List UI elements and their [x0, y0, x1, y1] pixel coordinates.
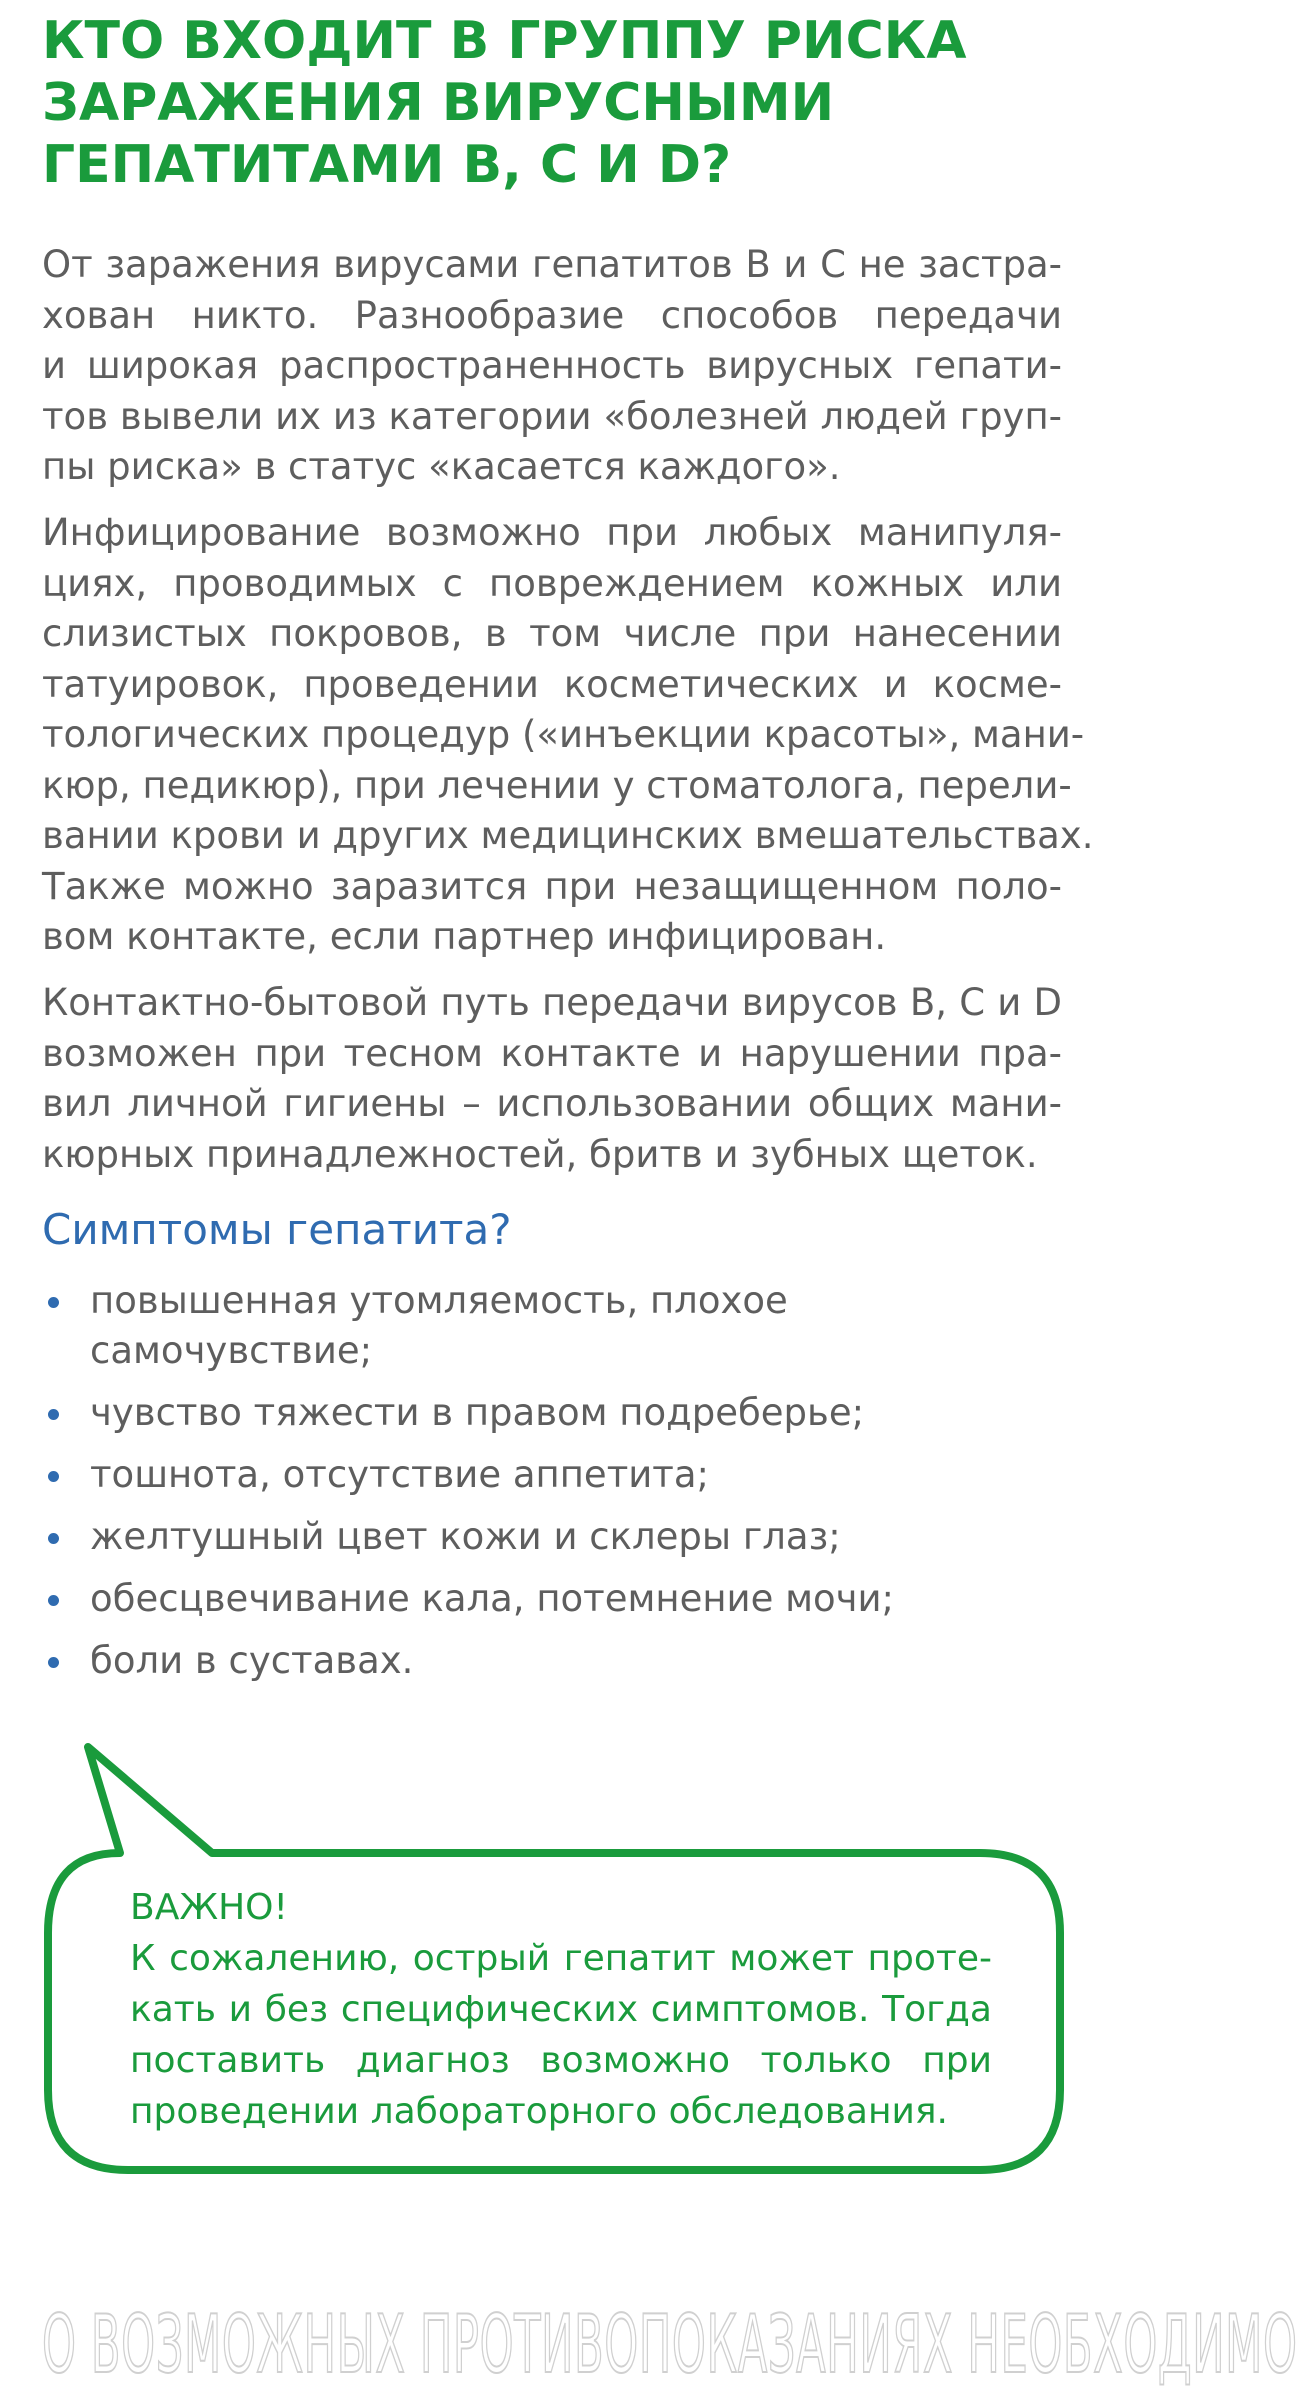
title-line: КТО ВХОДИТ В ГРУППУ РИСКА	[42, 11, 967, 71]
page-title	[42, 10, 1082, 196]
paragraph-line: Контактно-бытовой путь передачи вирусов В, С и D	[42, 981, 1062, 1024]
bullet-icon	[48, 1595, 59, 1606]
important-line: кать и без специфических симптомов. Тогда	[130, 1989, 992, 2030]
paragraph-line: От заражения вирусами гепатитов В и С не застра-	[42, 243, 1062, 286]
paragraph-line: тологических процедур («инъекции красоты», мани-	[42, 713, 1085, 756]
paragraph-line: циях, проводимых с повреждением кожных или	[42, 561, 1062, 605]
bullet-icon	[48, 1657, 59, 1668]
list-item	[42, 1636, 1062, 1686]
paragraph-line: Также можно заразится при незащищенном поло-	[42, 864, 1062, 908]
paragraph-risk-intro	[42, 240, 1062, 493]
symptoms-list	[42, 1276, 1062, 1698]
footer-banner	[42, 2298, 1298, 2391]
paragraph-line: слизистых покровов, в том числе при нанесении	[42, 612, 1062, 655]
important-line: К сожалению, острый гепатит может проте-	[130, 1938, 992, 1979]
list-item	[42, 1574, 1062, 1624]
paragraph-household-transmission	[42, 978, 1062, 1180]
paragraph-line: кюр, педикюр), при лечении у стоматолога, перели-	[42, 763, 1072, 807]
paragraph-line: хован никто. Разнообразие способов передачи	[42, 293, 1062, 337]
symptom-line: боли в суставах.	[90, 1639, 414, 1682]
important-line: проведении лабораторного обследования.	[130, 2091, 948, 2132]
symptom-line: чувство тяжести в правом подреберье;	[90, 1391, 865, 1434]
symptom-line: обесцвечивание кала, потемнение мочи;	[90, 1577, 895, 1620]
symptom-line: тошнота, отсутствие аппетита;	[90, 1453, 709, 1496]
title-line: ГЕПАТИТАМИ В, С И D?	[42, 135, 732, 195]
list-item	[42, 1512, 1062, 1562]
title-line: ЗАРАЖЕНИЯ ВИРУСНЫМИ	[42, 73, 835, 133]
symptom-line: самочувствие;	[90, 1329, 373, 1372]
symptoms-heading: Симптомы гепатита?	[42, 1205, 512, 1254]
paragraph-line: возможен при тесном контакте и нарушении пра-	[42, 1031, 1062, 1075]
bullet-icon	[48, 1533, 59, 1544]
bullet-icon	[48, 1471, 59, 1482]
list-item	[42, 1276, 1062, 1376]
paragraph-line: вил личной гигиены – использовании общих мани-	[42, 1082, 1062, 1125]
important-note	[130, 1882, 992, 2137]
list-item	[42, 1450, 1062, 1500]
bullet-icon	[48, 1297, 59, 1308]
paragraph-line: вании крови и других медицинских вмешательствах.	[42, 814, 1094, 857]
paragraph-line: тов вывели их из категории «болезней людей груп-	[42, 394, 1062, 438]
important-line: поставить диагноз возможно только при	[130, 2040, 992, 2081]
paragraph-infection-ways	[42, 508, 1094, 963]
list-item	[42, 1388, 1062, 1438]
bullet-icon	[48, 1409, 59, 1420]
paragraph-line: кюрных принадлежностей, бритв и зубных щеток.	[42, 1132, 1038, 1176]
important-heading: ВАЖНО!	[130, 1887, 288, 1928]
paragraph-line: Инфицирование возможно при любых манипуля-	[42, 511, 1062, 554]
symptom-line: желтушный цвет кожи и склеры глаз;	[90, 1515, 841, 1558]
symptom-line: повышенная утомляемость, плохое	[90, 1279, 788, 1322]
paragraph-line: пы риска» в статус «касается каждого».	[42, 445, 841, 488]
footer-text: О ВОЗМОЖНЫХ ПРОТИВОПОКАЗАНИЯХ НЕОБХОДИМО	[42, 2298, 1298, 2391]
paragraph-line: татуировок, проведении косметических и косме-	[42, 662, 1062, 706]
paragraph-line: и широкая распространенность вирусных гепати-	[42, 344, 1062, 387]
paragraph-line: вом контакте, если партнер инфицирован.	[42, 915, 887, 958]
